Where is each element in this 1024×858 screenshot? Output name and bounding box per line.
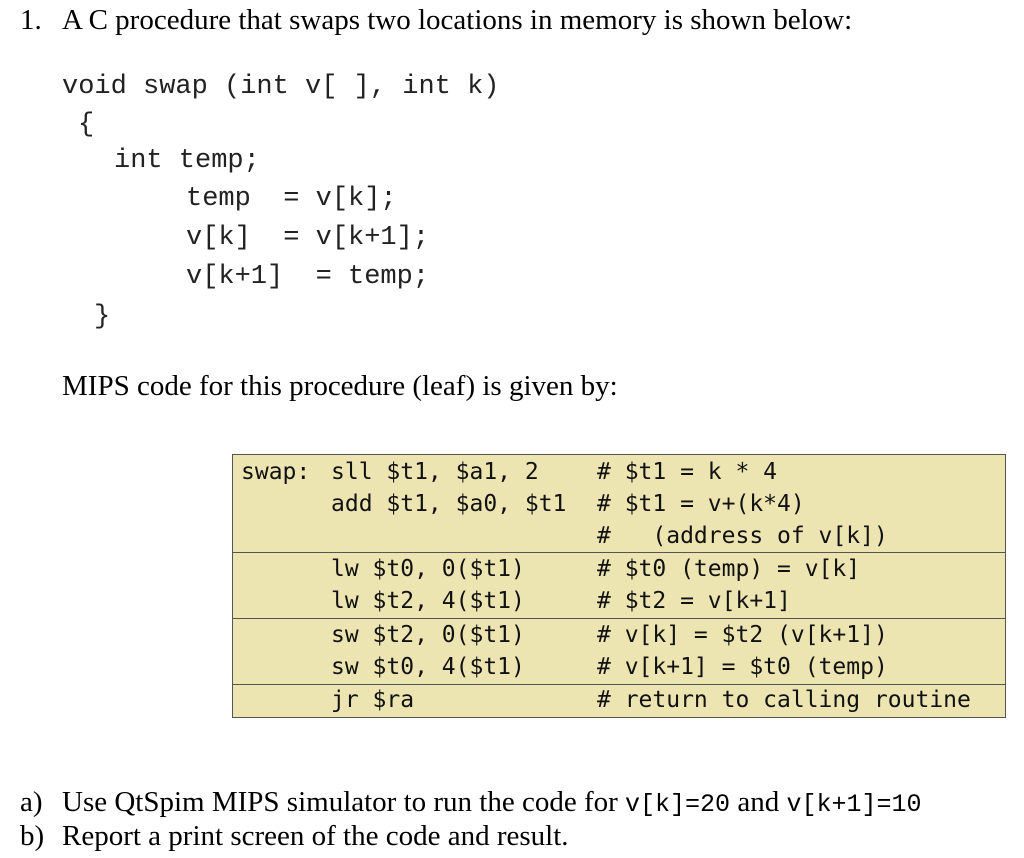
task-a-text: Use QtSpim MIPS simulator to run the code for: [62, 786, 618, 818]
question-text: A C procedure that swaps two locations in memory is shown below:: [62, 4, 853, 36]
c-code-signature: void swap (int v[ ], int k): [62, 72, 500, 102]
mips-instruction: jr $ra: [331, 687, 415, 713]
mips-intro-text: MIPS code for this procedure (leaf) is given by:: [62, 370, 618, 402]
mips-comment: # $t1 = k * 4: [597, 459, 778, 485]
c-code-declaration: int temp;: [114, 146, 260, 176]
table-divider: [233, 552, 1005, 553]
mips-instruction: add $t1, $a0, $t1: [331, 491, 567, 517]
task-a-code-vk: v[k]=20: [625, 790, 731, 819]
c-code-line-2: v[k] = v[k+1];: [186, 223, 430, 253]
c-code-close-brace: }: [94, 302, 111, 332]
mips-instruction: sw $t0, 4($t1): [331, 654, 525, 680]
question-number: 1.: [20, 4, 42, 36]
table-divider: [233, 618, 1005, 619]
c-code-line-3: v[k+1] = temp;: [186, 262, 430, 292]
task-b-text: Report a print screen of the code and result.: [62, 820, 569, 852]
task-a-and: and: [737, 786, 780, 818]
task-a-marker: a): [20, 786, 43, 818]
mips-label-swap: swap:: [241, 459, 311, 485]
c-code-line-1: temp = v[k];: [186, 184, 397, 214]
mips-comment: # (address of v[k]): [597, 523, 888, 549]
mips-comment: # v[k+1] = $t0 (temp): [597, 654, 888, 680]
mips-comment: # $t2 = v[k+1]: [597, 588, 791, 614]
mips-code-table: [232, 454, 1006, 718]
mips-comment: # $t1 = v+(k*4): [597, 491, 805, 517]
mips-instruction: sw $t2, 0($t1): [331, 622, 525, 648]
task-a: [62, 786, 921, 819]
mips-comment: # return to calling routine: [597, 687, 971, 713]
mips-instruction: lw $t0, 0($t1): [331, 556, 525, 582]
task-b-marker: b): [20, 820, 45, 852]
mips-instruction: lw $t2, 4($t1): [331, 588, 525, 614]
mips-comment: # v[k] = $t2 (v[k+1]): [597, 622, 888, 648]
mips-comment: # $t0 (temp) = v[k]: [597, 556, 861, 582]
table-divider: [233, 684, 1005, 685]
task-a-code-vk1: v[k+1]=10: [786, 790, 922, 819]
mips-instruction: sll $t1, $a1, 2: [331, 459, 539, 485]
c-code-open-brace: {: [78, 110, 95, 140]
